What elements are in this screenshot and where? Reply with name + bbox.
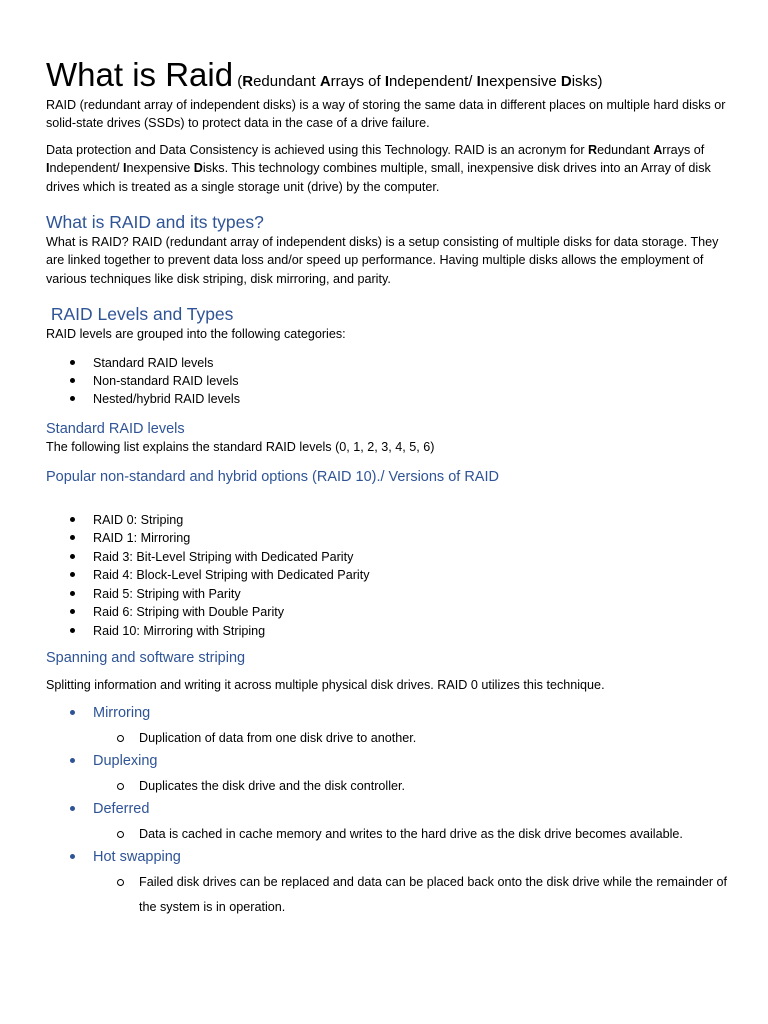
bullet-icon: [70, 628, 75, 633]
bullet-icon: [70, 591, 75, 596]
list-item: RAID 1: Mirroring: [46, 529, 726, 547]
bullet-icon: [70, 378, 75, 383]
bullet-icon: [70, 758, 75, 763]
intro-paragraph-2: Data protection and Data Consistency is achieved using this Technology. RAID is an acronym for Redundant Arrays of Independent/ Inexpensive Disks. This technology combines multiple, small, inexpensive disk drives into an Array of disk drives which is treated as a single storage unit (drive) by the computer.: [46, 142, 711, 194]
list-item: Raid 4: Block-Level Striping with Dedicated Parity: [46, 566, 726, 584]
bullet-icon: [70, 396, 75, 401]
circle-bullet-icon: [117, 783, 124, 790]
levels-intro: RAID levels are grouped into the following categories:: [46, 327, 346, 342]
title-main: What is Raid: [46, 56, 234, 93]
heading-popular-options: Popular non-standard and hybrid options (RAID 10)./ Versions of RAID: [46, 468, 499, 485]
bullet-icon: [70, 360, 75, 365]
standard-paragraph: The following list explains the standard RAID levels (0, 1, 2, 3, 4, 5, 6): [46, 440, 435, 455]
list-item: Standard RAID levels: [46, 354, 726, 372]
circle-bullet-icon: [117, 735, 124, 742]
list-item: Raid 6: Striping with Double Parity: [46, 603, 726, 621]
bullet-icon: [70, 854, 75, 859]
list-item: Raid 3: Bit-Level Striping with Dedicated Parity: [46, 548, 726, 566]
technique-duplexing-desc: Duplicates the disk drive and the disk controller.: [46, 774, 729, 799]
technique-deferred: Deferred: [46, 799, 726, 819]
list-item: Raid 5: Striping with Parity: [46, 585, 726, 603]
technique-mirroring: Mirroring: [46, 703, 726, 723]
title-expansion: (Redundant Arrays of Independent/ Inexpensive Disks): [233, 73, 603, 90]
intro-paragraph-1: RAID (redundant array of independent disks) is a way of storing the same data in different places on multiple hard disks or solid-state drives (SSDs) to protect data in the case of a drive failure.: [46, 98, 726, 131]
bullet-icon: [70, 710, 75, 715]
list-item: Nested/hybrid RAID levels: [46, 390, 726, 408]
heading-standard-levels: Standard RAID levels: [46, 420, 185, 437]
technique-hot-swapping: Hot swapping: [46, 847, 726, 867]
category-list: [46, 354, 726, 409]
list-item: Non-standard RAID levels: [46, 372, 726, 390]
bullet-icon: [70, 806, 75, 811]
types-paragraph: What is RAID? RAID (redundant array of independent disks) is a setup consisting of multiple disks for data storage. They are linked together to prevent data loss and/or speed up performance. Having multiple disks allows the employment of various techniques like disk striping, disk mirroring, and parity.: [46, 235, 719, 286]
raid-versions-list: [46, 511, 726, 640]
list-item: RAID 0: Striping: [46, 511, 726, 529]
technique-mirroring-desc: Duplication of data from one disk drive to another.: [46, 726, 729, 751]
spanning-paragraph: Splitting information and writing it across multiple physical disk drives. RAID 0 utilizes this technique.: [46, 678, 605, 693]
heading-raid-levels: RAID Levels and Types: [46, 304, 234, 325]
circle-bullet-icon: [117, 831, 124, 838]
bullet-icon: [70, 517, 75, 522]
techniques-list: [46, 703, 726, 920]
heading-raid-types: What is RAID and its types?: [46, 212, 264, 233]
bullet-icon: [70, 535, 75, 540]
technique-duplexing: Duplexing: [46, 751, 726, 771]
document-page: [46, 58, 726, 920]
bullet-icon: [70, 572, 75, 577]
list-item: Raid 10: Mirroring with Striping: [46, 622, 726, 640]
bullet-icon: [70, 554, 75, 559]
document-title: [46, 58, 726, 91]
heading-spanning: Spanning and software striping: [46, 649, 246, 666]
technique-hot-swapping-desc: Failed disk drives can be replaced and data can be placed back onto the disk drive while the remainder of the system is in operation.: [46, 870, 729, 920]
circle-bullet-icon: [117, 879, 124, 886]
bullet-icon: [70, 609, 75, 614]
technique-deferred-desc: Data is cached in cache memory and writes to the hard drive as the disk drive becomes available.: [46, 822, 729, 847]
